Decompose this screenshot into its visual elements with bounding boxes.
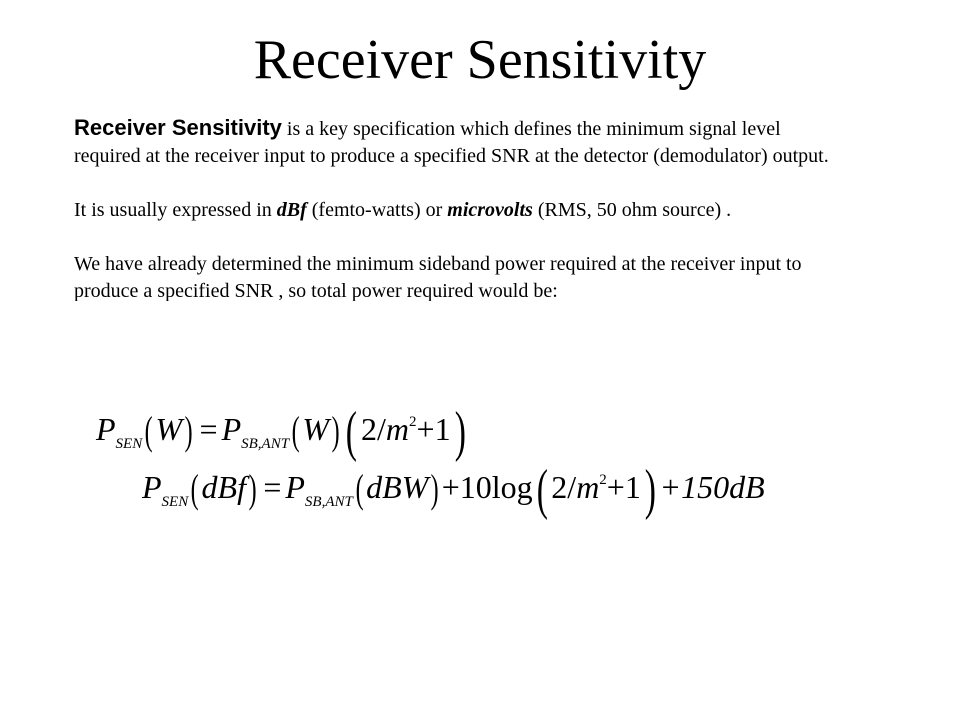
- eq1-rhs-subscript: SB,ANT: [241, 436, 290, 452]
- slide-title: Receiver Sensitivity: [253, 29, 707, 91]
- lead-term: Receiver Sensitivity: [74, 115, 282, 140]
- eq1-lhs-symbol: P: [96, 411, 116, 447]
- equation-power-watts: $P_{SEN}(W) = P_{SB,ANT}(W)$ ( $2/m^2+1$): [96, 401, 466, 463]
- eq1-lhs-unit: W: [155, 411, 183, 447]
- eq2-tail: +150dB: [659, 469, 765, 505]
- eq2-log-term: +10log: [441, 469, 533, 505]
- eq2-rhs-subscript: SB,ANT: [304, 494, 353, 510]
- eq2-lhs-unit: dBf: [201, 469, 246, 505]
- paragraph-units: [74, 197, 834, 224]
- eq2-variable: m: [576, 469, 600, 505]
- eq1-rhs-unit: W: [302, 411, 330, 447]
- eq2-rhs-unit: dBW: [366, 469, 429, 505]
- unit-term-dbf: dBf: [276, 199, 307, 221]
- eq2-lhs-subscript: SEN: [161, 494, 189, 510]
- eq1-rhs-symbol: P: [221, 411, 242, 447]
- eq2-lhs-symbol: P: [142, 469, 162, 505]
- eq2-numerator: 2: [551, 469, 568, 505]
- eq2-rhs-symbol: P: [285, 469, 305, 505]
- eq1-variable: m: [385, 411, 410, 447]
- eq1-exponent: 2: [409, 414, 417, 430]
- eq1-lhs-subscript: SEN: [115, 436, 143, 452]
- unit-term-microvolts: microvolts: [447, 199, 533, 221]
- definition-text: is a key specification which defines the minimum signal level required at the receiver input to produce a specified SNR at the detector (demodulator) output.: [74, 118, 829, 167]
- eq1-numerator: 2: [361, 411, 378, 447]
- eq2-plus-one: +1: [606, 469, 641, 505]
- equation-power-dbf: $P_{SEN}(dBf) = P_{SB,ANT}(dBW)+10\log$( $2/m^2+1) +150dB$: [142, 459, 765, 521]
- eq1-plus-one: +1: [416, 411, 451, 447]
- paragraph-definition: [74, 114, 834, 170]
- paragraph-total-power-clip: [74, 251, 834, 301]
- eq2-exponent: 2: [599, 472, 607, 488]
- units-pre-text: It is usually expressed in: [74, 199, 277, 221]
- slide-body: [74, 114, 834, 301]
- units-mid-text: (femto-watts) or: [306, 199, 448, 221]
- paragraph-total-power: We have already determined the minimum sideband power required at the receiver input to produce a specified SNR , so total power required would be:: [74, 253, 802, 301]
- units-post-text: (RMS, 50 ohm source) .: [532, 199, 732, 221]
